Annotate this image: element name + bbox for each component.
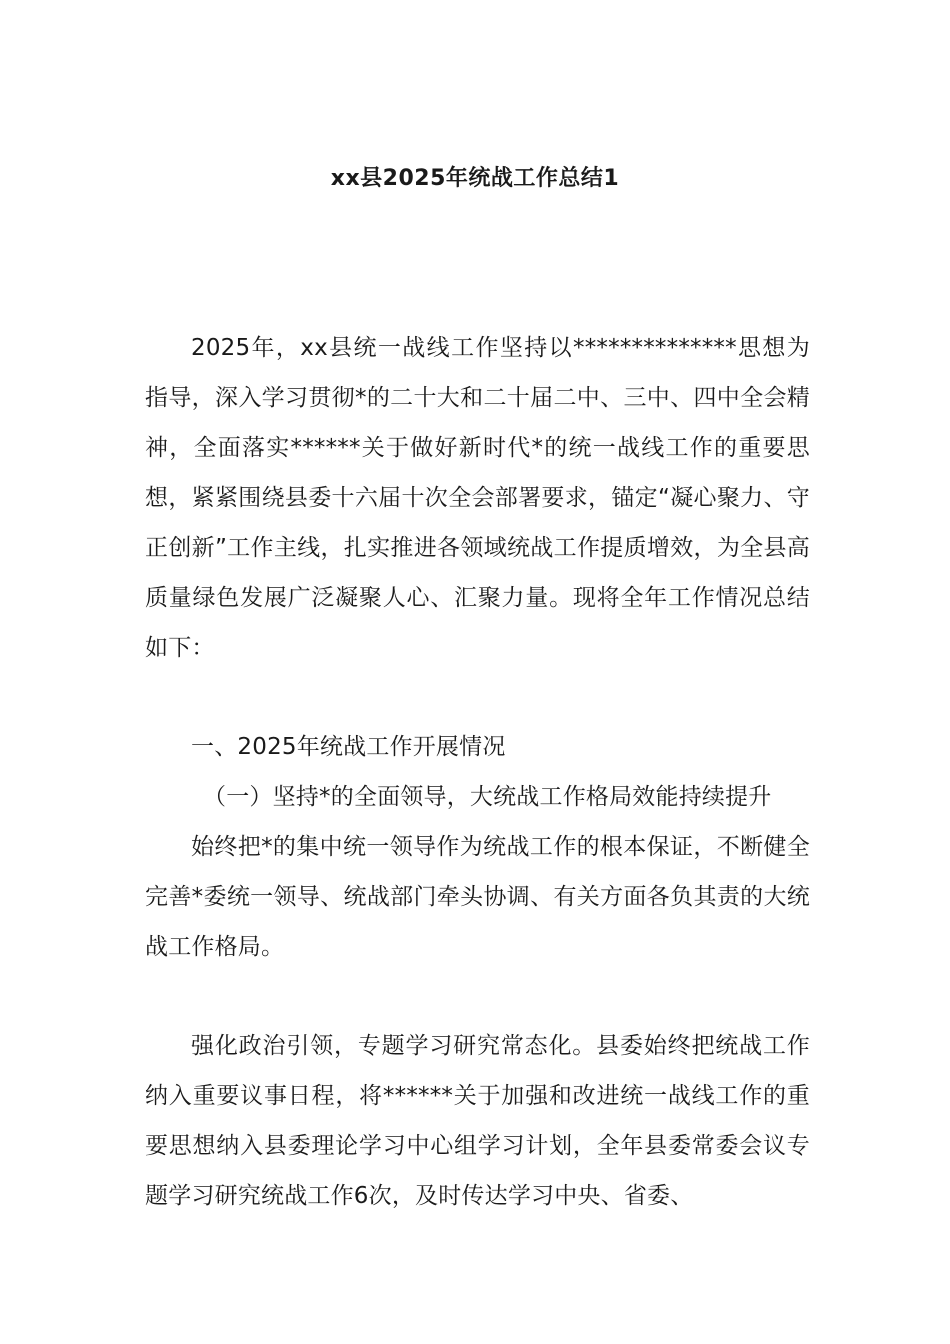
- intro-paragraph: 2025年，xx县统一战线工作坚持以**************思想为指导，深入学习贯彻*的二十大和二十届二中、三中、四中全会精神，全面落实******关于做好新时代*的统一战线工作的重要思想，紧紧围绕县委十六届十次全会部署要求，锚定“凝心聚力、守正创新”工作主线，扎实推进各领域统战工作提质增效，为全县高质量绿色发展广泛凝聚人心、汇聚力量。现将全年工作情况总结如下：: [145, 335, 810, 661]
- subsection-heading: （一）坚持*的全面领导，大统战工作格局效能持续提升: [203, 784, 772, 810]
- study-paragraph: 强化政治引领，专题学习研究常态化。县委始终把统战工作纳入重要议事日程，将******关于加强和改进统一战线工作的重要思想纳入县委理论学习中心组学习计划，全年县委常委会议专题学习研究统战工作6次，及时传达学习中央、省委、: [145, 1033, 810, 1209]
- section-heading: 一、2025年统战工作开展情况: [191, 734, 506, 760]
- document-title: xx县2025年统战工作总结1: [330, 166, 620, 191]
- subsection-body-paragraph: 始终把*的集中统一领导作为统战工作的根本保证，不断健全完善*委统一领导、统战部门牵头协调、有关方面各负其责的大统战工作格局。: [145, 834, 810, 960]
